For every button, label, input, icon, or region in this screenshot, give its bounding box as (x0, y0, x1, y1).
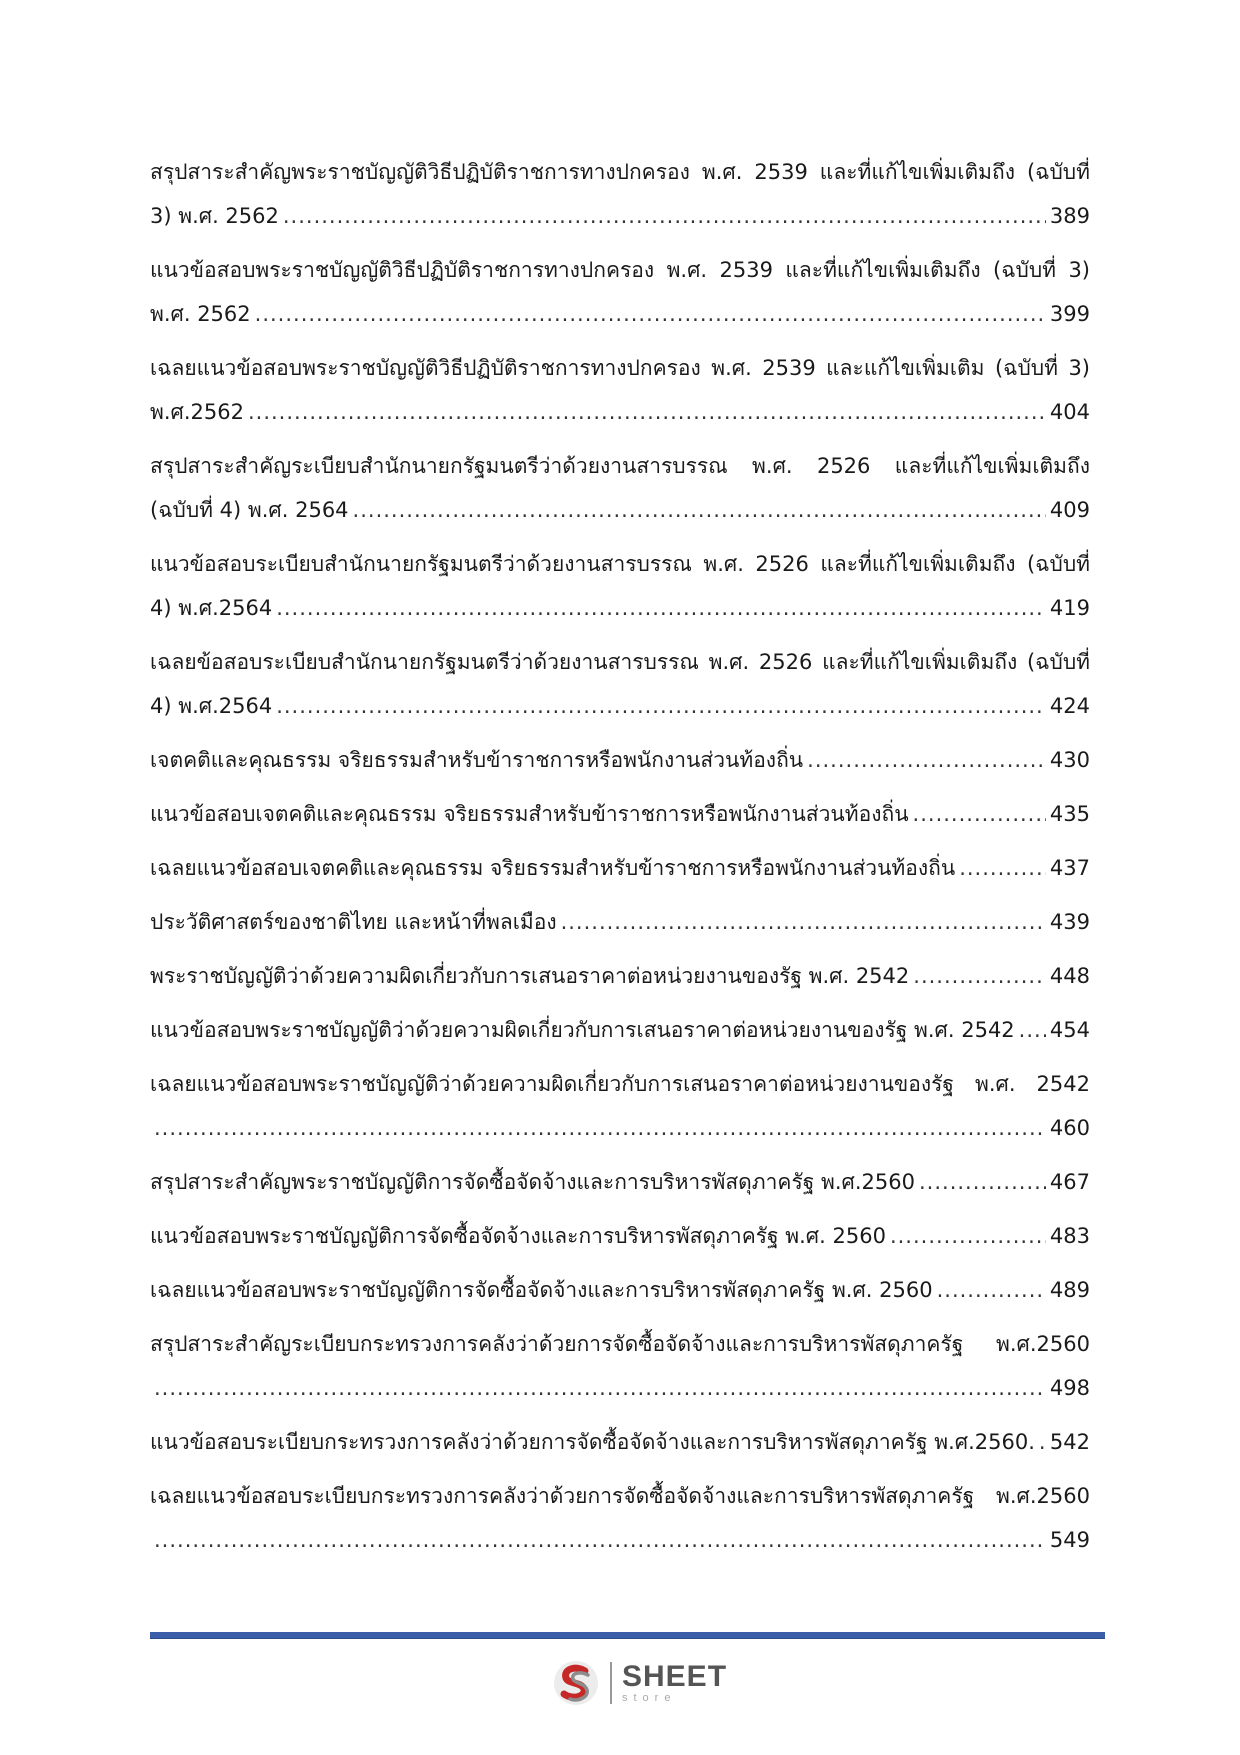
toc-page-number: 448 (1049, 964, 1090, 988)
toc-entry-title-continued: (ฉบับที่ 4) พ.ศ. 2564 (150, 498, 349, 522)
toc-leader-line (150, 792, 1090, 836)
toc-page-number: 549 (1049, 1528, 1090, 1552)
toc-leader-line (150, 1106, 1090, 1150)
logo-text (622, 1662, 727, 1704)
dot-leader (913, 954, 1046, 998)
toc-entry[interactable] (150, 150, 1090, 238)
toc-leader-line (150, 1008, 1090, 1052)
toc-entry[interactable] (150, 900, 1090, 944)
toc-entry[interactable] (150, 792, 1090, 836)
toc-entry[interactable] (150, 738, 1090, 782)
dot-leader (248, 390, 1046, 434)
table-of-contents (150, 150, 1090, 1572)
dot-leader (276, 586, 1046, 630)
toc-entry-title: แนวข้อสอบระเบียบสำนักนายกรัฐมนตรีว่าด้วยงานสารบรรณ พ.ศ. 2526 และที่แก้ไขเพิ่มเติมถึง (ฉบับที่ (150, 552, 1090, 576)
toc-entry[interactable] (150, 444, 1090, 532)
toc-entry-title: เฉลยแนวข้อสอบพระราชบัญญัติว่าด้วยความผิดเกี่ยวกับการเสนอราคาต่อหน่วยงานของรัฐ พ.ศ. 2542 (150, 1072, 1090, 1096)
toc-entry-title: ประวัติศาสตร์ของชาติไทย และหน้าที่พลเมือง (150, 910, 557, 934)
dot-leader (154, 1518, 1046, 1562)
toc-leader-line (150, 390, 1090, 434)
dot-leader (154, 1366, 1046, 1410)
toc-entry-title: แนวข้อสอบระเบียบกระทรวงการคลังว่าด้วยการจัดซื้อจัดจ้างและการบริหารพัสดุภาครัฐ พ.ศ.2560. (150, 1430, 1035, 1454)
toc-entry-title: สรุปสาระสำคัญพระราชบัญญัติการจัดซื้อจัดจ้างและการบริหารพัสดุภาครัฐ พ.ศ.2560 (150, 1170, 915, 1194)
toc-leader-line (150, 846, 1090, 890)
toc-entry[interactable] (150, 346, 1090, 434)
toc-leader-line (150, 1420, 1090, 1464)
toc-leader-line (150, 1268, 1090, 1312)
toc-leader-line (150, 1160, 1090, 1204)
toc-entry[interactable] (150, 248, 1090, 336)
toc-page-number: 498 (1049, 1376, 1090, 1400)
dot-leader (353, 488, 1046, 532)
dot-leader (919, 1160, 1046, 1204)
toc-leader-line (150, 1366, 1090, 1410)
toc-leader-line (150, 292, 1090, 336)
toc-entry-title: เฉลยแนวข้อสอบพระราชบัญญัติการจัดซื้อจัดจ้างและการบริหารพัสดุภาครัฐ พ.ศ. 2560 (150, 1278, 933, 1302)
toc-page-number: 409 (1049, 498, 1090, 522)
toc-page-number: 467 (1049, 1170, 1090, 1194)
footer-rule (150, 1632, 1105, 1639)
sheet-store-logo (552, 1655, 727, 1711)
toc-leader-line (150, 1518, 1090, 1562)
toc-entry-title: พระราชบัญญัติว่าด้วยความผิดเกี่ยวกับการเสนอราคาต่อหน่วยงานของรัฐ พ.ศ. 2542 (150, 964, 910, 988)
logo-sub-text: store (622, 1692, 677, 1704)
toc-entry[interactable] (150, 954, 1090, 998)
toc-entry-title-continued: 4) พ.ศ.2564 (150, 694, 273, 718)
toc-leader-line (150, 1214, 1090, 1258)
toc-entry[interactable] (150, 1008, 1090, 1052)
toc-entry[interactable] (150, 640, 1090, 728)
toc-entry[interactable] (150, 1160, 1090, 1204)
logo-divider (610, 1662, 612, 1704)
toc-leader-line (150, 586, 1090, 630)
toc-leader-line (150, 954, 1090, 998)
dot-leader (255, 292, 1046, 336)
toc-entry-title: เฉลยแนวข้อสอบเจตคติและคุณธรรม จริยธรรมสำหรับข้าราชการหรือพนักงานส่วนท้องถิ่น (150, 856, 956, 880)
dot-leader (1039, 1420, 1046, 1464)
toc-page-number: 489 (1049, 1278, 1090, 1302)
toc-leader-line (150, 488, 1090, 532)
dot-leader (807, 738, 1046, 782)
toc-leader-line (150, 738, 1090, 782)
dot-leader (276, 684, 1046, 728)
toc-leader-line (150, 194, 1090, 238)
toc-leader-line (150, 900, 1090, 944)
toc-page-number: 404 (1049, 400, 1090, 424)
toc-page-number: 389 (1049, 204, 1090, 228)
toc-entry-title: สรุปสาระสำคัญระเบียบกระทรวงการคลังว่าด้วยการจัดซื้อจัดจ้างและการบริหารพัสดุภาครัฐ พ.ศ.2560 (150, 1332, 1090, 1356)
toc-page-number: 419 (1049, 596, 1090, 620)
toc-entry-title: แนวข้อสอบเจตคติและคุณธรรม จริยธรรมสำหรับข้าราชการหรือพนักงานส่วนท้องถิ่น (150, 802, 909, 826)
logo-brand-text: SHEET (622, 1660, 728, 1693)
toc-entry-title-continued: พ.ศ.2562 (150, 400, 244, 424)
toc-page-number: 435 (1049, 802, 1090, 826)
toc-entry[interactable] (150, 1322, 1090, 1410)
toc-page-number: 460 (1049, 1116, 1090, 1140)
toc-page-number: 454 (1049, 1018, 1090, 1042)
toc-entry[interactable] (150, 1214, 1090, 1258)
toc-page-number: 424 (1049, 694, 1090, 718)
toc-entry[interactable] (150, 1062, 1090, 1150)
toc-entry[interactable] (150, 846, 1090, 890)
toc-page-number: 399 (1049, 302, 1090, 326)
toc-page-number: 542 (1049, 1430, 1090, 1454)
sheet-store-s-icon (552, 1659, 600, 1707)
toc-page-number: 483 (1049, 1224, 1090, 1248)
dot-leader (890, 1214, 1046, 1258)
toc-entry-title: แนวข้อสอบพระราชบัญญัติวิธีปฏิบัติราชการทางปกครอง พ.ศ. 2539 และที่แก้ไขเพิ่มเติมถึง (ฉบับที่ 3) (150, 258, 1090, 282)
toc-page-number: 437 (1049, 856, 1090, 880)
toc-page-number: 439 (1049, 910, 1090, 934)
toc-entry-title: สรุปสาระสำคัญพระราชบัญญัติวิธีปฏิบัติราชการทางปกครอง พ.ศ. 2539 และที่แก้ไขเพิ่มเติมถึง (ฉบับที่ (150, 160, 1090, 184)
dot-leader (959, 846, 1046, 890)
toc-entry-title: เจตคติและคุณธรรม จริยธรรมสำหรับข้าราชการหรือพนักงานส่วนท้องถิ่น (150, 748, 804, 772)
toc-entry-title-continued: พ.ศ. 2562 (150, 302, 251, 326)
dot-leader (937, 1268, 1046, 1312)
toc-entry-title: เฉลยแนวข้อสอบระเบียบกระทรวงการคลังว่าด้วยการจัดซื้อจัดจ้างและการบริหารพัสดุภาครัฐ พ.ศ.2560 (150, 1484, 1090, 1508)
toc-entry[interactable] (150, 1420, 1090, 1464)
dot-leader (913, 792, 1046, 836)
toc-entry-title: แนวข้อสอบพระราชบัญญัติการจัดซื้อจัดจ้างและการบริหารพัสดุภาครัฐ พ.ศ. 2560 (150, 1224, 886, 1248)
toc-page-number: 430 (1049, 748, 1090, 772)
toc-entry[interactable] (150, 1474, 1090, 1562)
dot-leader (561, 900, 1046, 944)
toc-entry-title-continued: 4) พ.ศ.2564 (150, 596, 273, 620)
dot-leader (154, 1106, 1046, 1150)
toc-entry-title: สรุปสาระสำคัญระเบียบสำนักนายกรัฐมนตรีว่าด้วยงานสารบรรณ พ.ศ. 2526 และที่แก้ไขเพิ่มเติมถึง (150, 454, 1090, 478)
toc-entry[interactable] (150, 542, 1090, 630)
toc-entry-title-continued: 3) พ.ศ. 2562 (150, 204, 279, 228)
toc-entry-title: แนวข้อสอบพระราชบัญญัติว่าด้วยความผิดเกี่ยวกับการเสนอราคาต่อหน่วยงานของรัฐ พ.ศ. 2542 (150, 1018, 1015, 1042)
dot-leader (1019, 1008, 1046, 1052)
toc-leader-line (150, 684, 1090, 728)
toc-entry-title: เฉลยแนวข้อสอบพระราชบัญญัติวิธีปฏิบัติราชการทางปกครอง พ.ศ. 2539 และแก้ไขเพิ่มเติม (ฉบับที่ 3) (150, 356, 1090, 380)
dot-leader (283, 194, 1046, 238)
toc-entry[interactable] (150, 1268, 1090, 1312)
toc-entry-title: เฉลยข้อสอบระเบียบสำนักนายกรัฐมนตรีว่าด้วยงานสารบรรณ พ.ศ. 2526 และที่แก้ไขเพิ่มเติมถึง (ฉบับที่ (150, 650, 1090, 674)
